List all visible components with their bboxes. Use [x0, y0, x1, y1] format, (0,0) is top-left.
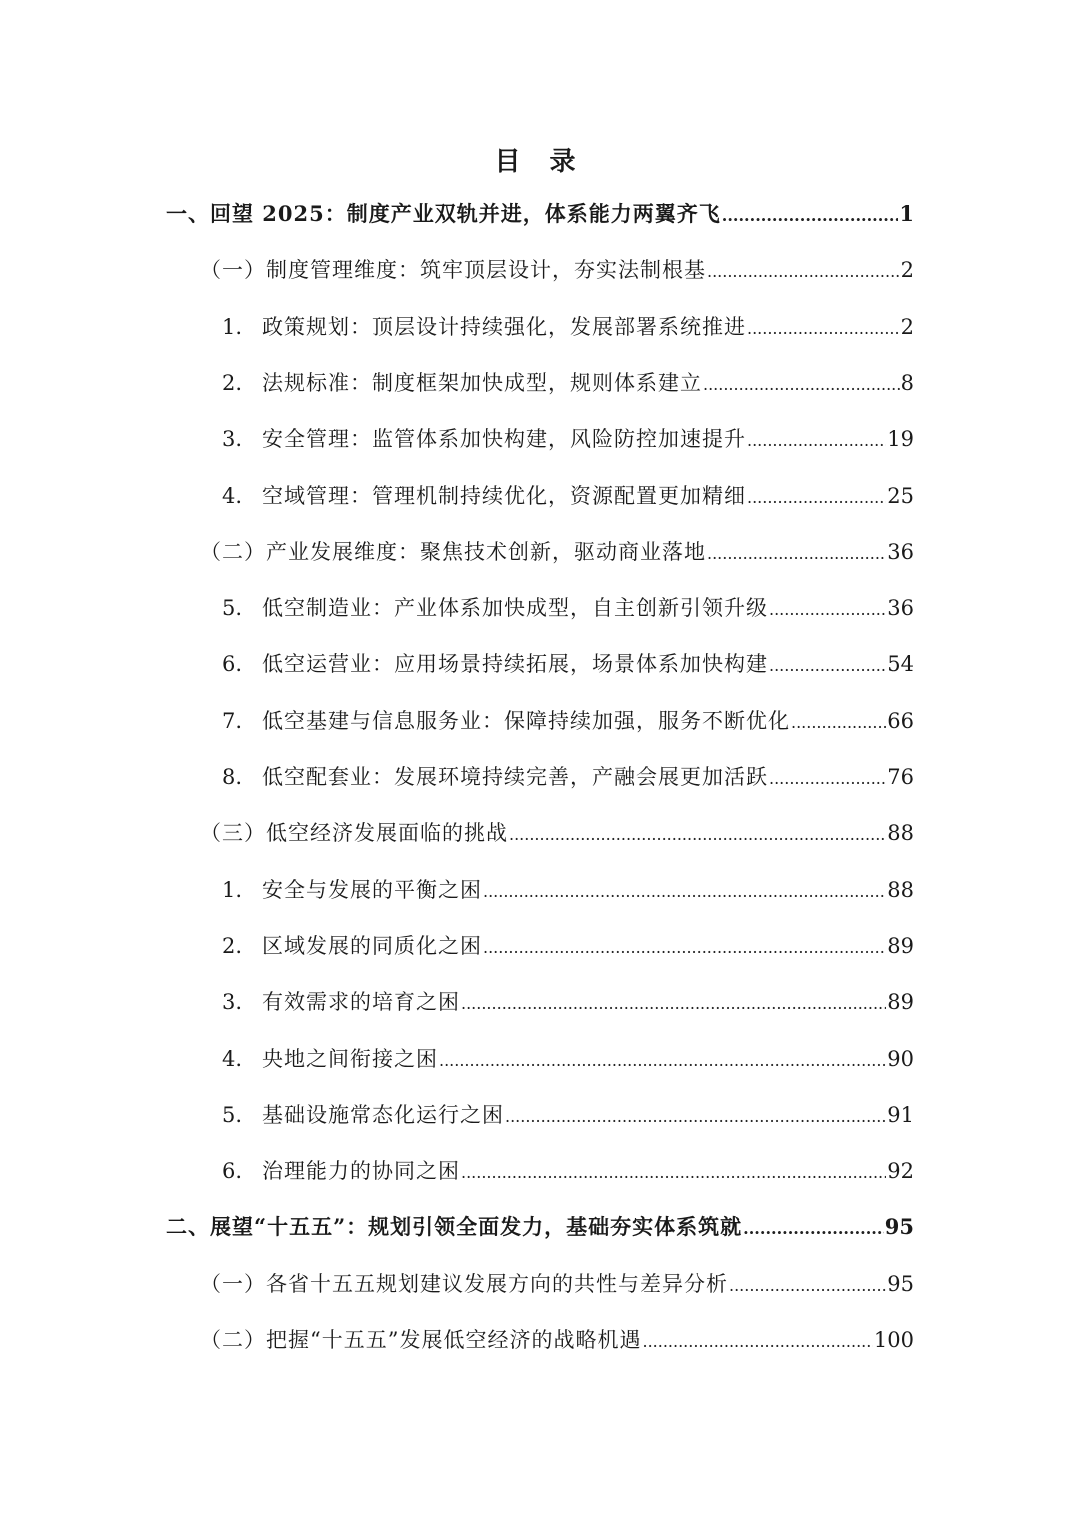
toc-entry-level-3[interactable] — [222, 1037, 914, 1081]
toc-entry-title: 安全管理：监管体系加快构建，风险防控加速提升 — [262, 427, 746, 451]
dot-leader — [722, 194, 899, 238]
toc-entry-level-1[interactable] — [166, 192, 914, 236]
dot-leader — [461, 982, 886, 1026]
toc-entry-number: 1. — [222, 315, 243, 339]
toc-entry-page-number: 54 — [887, 652, 914, 676]
toc-entry-title: 低空制造业：产业体系加快成型，自主创新引领升级 — [262, 596, 768, 620]
dot-leader — [769, 588, 886, 632]
toc-entry-title: 安全与发展的平衡之困 — [262, 878, 482, 902]
toc-entry-number: 5. — [222, 596, 243, 620]
toc-entry-number: 4. — [222, 484, 243, 508]
toc-entry-page-number: 91 — [887, 1103, 914, 1127]
toc-entry-number: 8. — [222, 765, 243, 789]
toc-entry-level-3[interactable] — [222, 755, 914, 799]
toc-entry-page-number: 89 — [887, 990, 914, 1014]
toc-entry-title: 有效需求的培育之困 — [262, 990, 460, 1014]
toc-entry-level-3[interactable] — [222, 868, 914, 912]
dot-leader — [505, 1095, 886, 1139]
toc-entry-title: 央地之间衔接之困 — [262, 1047, 438, 1071]
toc-entry-level-2[interactable] — [200, 1262, 914, 1306]
toc-entry-page-number: 36 — [887, 540, 914, 564]
toc-entry-title: 低空运营业：应用场景持续拓展，场景体系加快构建 — [262, 652, 768, 676]
toc-entry-title: 空域管理：管理机制持续优化，资源配置更加精细 — [262, 484, 746, 508]
dot-leader — [439, 1039, 886, 1083]
toc-entry-level-2[interactable] — [200, 811, 914, 855]
dot-leader — [769, 757, 886, 801]
toc-entry-number: 6. — [222, 652, 243, 676]
toc-entry-page-number: 36 — [887, 596, 914, 620]
dot-leader — [747, 307, 900, 351]
toc-entry-level-2[interactable] — [200, 248, 914, 292]
toc-entry-title: （一）各省十五五规划建议发展方向的共性与差异分析 — [200, 1272, 728, 1296]
toc-entry-page-number: 95 — [884, 1214, 914, 1239]
toc-entry-title: （二）产业发展维度：聚焦技术创新，驱动商业落地 — [200, 540, 706, 564]
toc-entry-title: 低空基建与信息服务业：保障持续加强，服务不断优化 — [262, 709, 790, 733]
toc-entry-number: 2. — [222, 934, 243, 958]
dot-leader — [747, 419, 886, 463]
toc-title: 目 录 — [494, 147, 586, 177]
dot-leader — [483, 870, 886, 914]
dot-leader — [743, 1207, 884, 1251]
toc-entry-page-number: 1 — [899, 201, 914, 226]
toc-entry-level-3[interactable] — [222, 924, 914, 968]
dot-leader — [791, 701, 886, 745]
toc-entry-number: 3. — [222, 990, 243, 1014]
toc-entry-page-number: 2 — [900, 258, 914, 282]
toc-entry-title: 一、回望 2025：制度产业双轨并进，体系能力两翼齐飞 — [166, 201, 721, 226]
toc-entry-level-3[interactable] — [222, 474, 914, 518]
toc-entry-page-number: 89 — [887, 934, 914, 958]
toc-entry-level-3[interactable] — [222, 305, 914, 349]
toc-entry-level-3[interactable] — [222, 1093, 914, 1137]
toc-entry-title: （三）低空经济发展面临的挑战 — [200, 821, 508, 845]
toc-entry-title: 低空配套业：发展环境持续完善，产融会展更加活跃 — [262, 765, 768, 789]
toc-entry-level-3[interactable] — [222, 980, 914, 1024]
toc-entry-level-3[interactable] — [222, 1149, 914, 1193]
toc-entry-page-number: 88 — [887, 821, 914, 845]
toc-entry-page-number: 95 — [887, 1272, 914, 1296]
toc-entry-level-3[interactable] — [222, 699, 914, 743]
dot-leader — [707, 532, 886, 576]
toc-entry-level-3[interactable] — [222, 642, 914, 686]
toc-entry-page-number: 2 — [900, 315, 914, 339]
toc-entry-title: 基础设施常态化运行之困 — [262, 1103, 504, 1127]
toc-entry-number: 6. — [222, 1159, 243, 1183]
toc-entry-level-3[interactable] — [222, 586, 914, 630]
toc-entry-page-number: 100 — [873, 1328, 914, 1352]
toc-entry-title: 政策规划：顶层设计持续强化，发展部署系统推进 — [262, 315, 746, 339]
toc-entry-number: 7. — [222, 709, 243, 733]
toc-entry-page-number: 92 — [887, 1159, 914, 1183]
toc-entry-title: 区域发展的同质化之困 — [262, 934, 482, 958]
toc-entry-page-number: 25 — [887, 484, 914, 508]
dot-leader — [483, 926, 886, 970]
toc-entry-title: （二）把握“十五五”发展低空经济的战略机遇 — [200, 1328, 642, 1352]
toc-entry-title: 治理能力的协同之困 — [262, 1159, 460, 1183]
toc-entry-page-number: 90 — [887, 1047, 914, 1071]
toc-entry-title: 法规标准：制度框架加快成型，规则体系建立 — [262, 371, 702, 395]
dot-leader — [642, 1320, 872, 1364]
toc-entry-level-3[interactable] — [222, 417, 914, 461]
dot-leader — [703, 363, 900, 407]
toc-entry-page-number: 88 — [887, 878, 914, 902]
dot-leader — [769, 644, 886, 688]
dot-leader — [461, 1151, 886, 1195]
toc-entry-title: 二、展望“十五五”：规划引领全面发力，基础夯实体系筑就 — [166, 1214, 743, 1239]
toc-entry-page-number: 66 — [887, 709, 914, 733]
dot-leader — [707, 250, 900, 294]
toc-entry-page-number: 8 — [900, 371, 914, 395]
toc-entry-number: 1. — [222, 878, 243, 902]
dot-leader — [729, 1264, 886, 1308]
toc-entry-level-3[interactable] — [222, 361, 914, 405]
toc-entry-level-1[interactable] — [166, 1205, 914, 1249]
toc-entry-number: 3. — [222, 427, 243, 451]
toc-entry-number: 4. — [222, 1047, 243, 1071]
toc-entry-title: （一）制度管理维度：筑牢顶层设计，夯实法制根基 — [200, 258, 706, 282]
toc-entry-page-number: 76 — [887, 765, 914, 789]
toc-entry-number: 5. — [222, 1103, 243, 1127]
toc-entry-page-number: 19 — [887, 427, 914, 451]
toc-entry-level-2[interactable] — [200, 530, 914, 574]
dot-leader — [509, 813, 886, 857]
toc-entry-level-2[interactable] — [200, 1318, 914, 1362]
dot-leader — [747, 476, 886, 520]
toc-entry-number: 2. — [222, 371, 243, 395]
